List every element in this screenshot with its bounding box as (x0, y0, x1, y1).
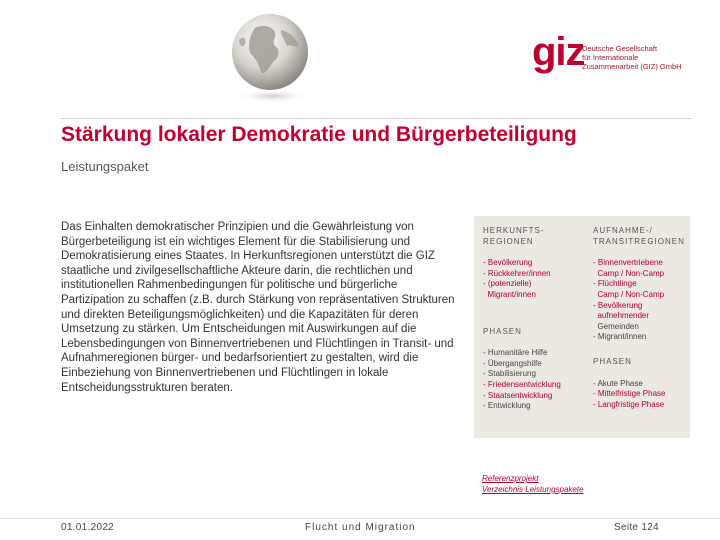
list-item: Camp / Non-Camp (593, 268, 665, 278)
info-panel (474, 216, 690, 438)
list-item: - Bevölkerung (483, 258, 533, 268)
list-item: - Rückkehrer/innen (483, 268, 551, 278)
column-heading-line: HERKUNFTS- (483, 226, 545, 235)
list-item: - (potenzielle) (483, 279, 532, 289)
list-item: - Staatsentwicklung (483, 390, 553, 400)
transit-regions-column (593, 226, 689, 410)
page-number: Seite 124 (614, 522, 659, 533)
spacer (593, 343, 689, 357)
phases-heading: PHASEN (483, 326, 522, 336)
globe-icon (215, 6, 325, 106)
target-group-list (593, 258, 689, 343)
origin-regions-column (483, 226, 583, 412)
column-heading-line: REGIONEN (483, 236, 534, 246)
column-heading (483, 226, 583, 247)
logo-line: Deutsche Gesellschaft (582, 44, 658, 53)
body-text: Das Einhalten demokratischer Prinzipien und die Gewährleistung von Bürgerbeteiligung ist ein wichtiges Element für die Stabilisierung und Demokratisierung eines Staates. In Herkunftsregionen unterstützt die GIZ staatliche und zivilgesellschaftliche Akteure darin, die rechtlichen und institutionellen Rahmenbedingungen für politische und bürgerliche Partizipation zu schaffen (z.B. durch Stärkung von repräsentativen Strukturen und direkten Beteiligungsmöglichkeiten) und die Kapazitäten für deren Umsetzung zu stärken. Um Entscheidungen mit Auswirkungen auf die Lebensbedingungen von Binnenvertriebenen und Flüchtlingen in Transit- und Aufnahmeregionen bürger- und bedarfsorientiert zu gestalten, wird die Einbeziehung von Binnenvertriebenen und Flüchtlingen in lokale Entscheidungsstrukturen beraten. (61, 221, 455, 394)
column-heading (593, 226, 689, 247)
reference-project-link[interactable]: Referenzprojekt (482, 474, 539, 483)
logo-mark: giz (532, 30, 585, 74)
list-item: - Langfristige Phase (593, 399, 665, 409)
column-heading-line: TRANSITREGIONEN (593, 236, 685, 246)
title-divider (60, 118, 692, 119)
list-item: Gemeinden (593, 321, 639, 331)
package-directory-link[interactable]: Verzeichnis Leistungspakete (482, 485, 584, 494)
list-item: - Stabilisierung (483, 369, 536, 379)
phase-list (483, 348, 583, 412)
list-item: - Humanitäre Hilfe (483, 348, 548, 358)
link-group (482, 473, 584, 495)
list-item: - Binnenvertriebene (593, 258, 663, 268)
phase-list (593, 379, 689, 411)
list-item: - Mittelfristige Phase (593, 389, 666, 399)
phases-heading: PHASEN (593, 356, 632, 366)
list-item: - Bevölkerung (593, 300, 643, 310)
list-item: - Friedensentwicklung (483, 379, 561, 389)
list-item: - Flüchtlinge (593, 279, 637, 289)
list-item: - Akute Phase (593, 378, 643, 388)
logo-line: Zusammenarbeit (GIZ) GmbH (582, 62, 682, 71)
giz-logo (532, 30, 712, 76)
list-item: - Entwicklung (483, 401, 531, 411)
footer-divider (0, 518, 720, 519)
page-title: Stärkung lokaler Demokratie und Bürgerbeteiligung (61, 123, 577, 146)
column-heading-line: AUFNAHME-/ (593, 226, 653, 235)
footer-topic: Flucht und Migration (305, 522, 416, 533)
list-item: Migrant/innen (483, 289, 536, 299)
spacer (483, 301, 583, 327)
page-subtitle: Leistungspaket (61, 159, 149, 174)
list-item: - Übergangshilfe (483, 358, 542, 368)
logo-text (582, 44, 682, 71)
logo-line: für Internationale (582, 53, 639, 62)
target-group-list (483, 258, 583, 300)
footer-date: 01.01.2022 (61, 522, 115, 533)
list-item: aufnehmender (593, 311, 650, 321)
list-item: - Migrant/innen (593, 332, 647, 342)
list-item: Camp / Non-Camp (593, 289, 665, 299)
